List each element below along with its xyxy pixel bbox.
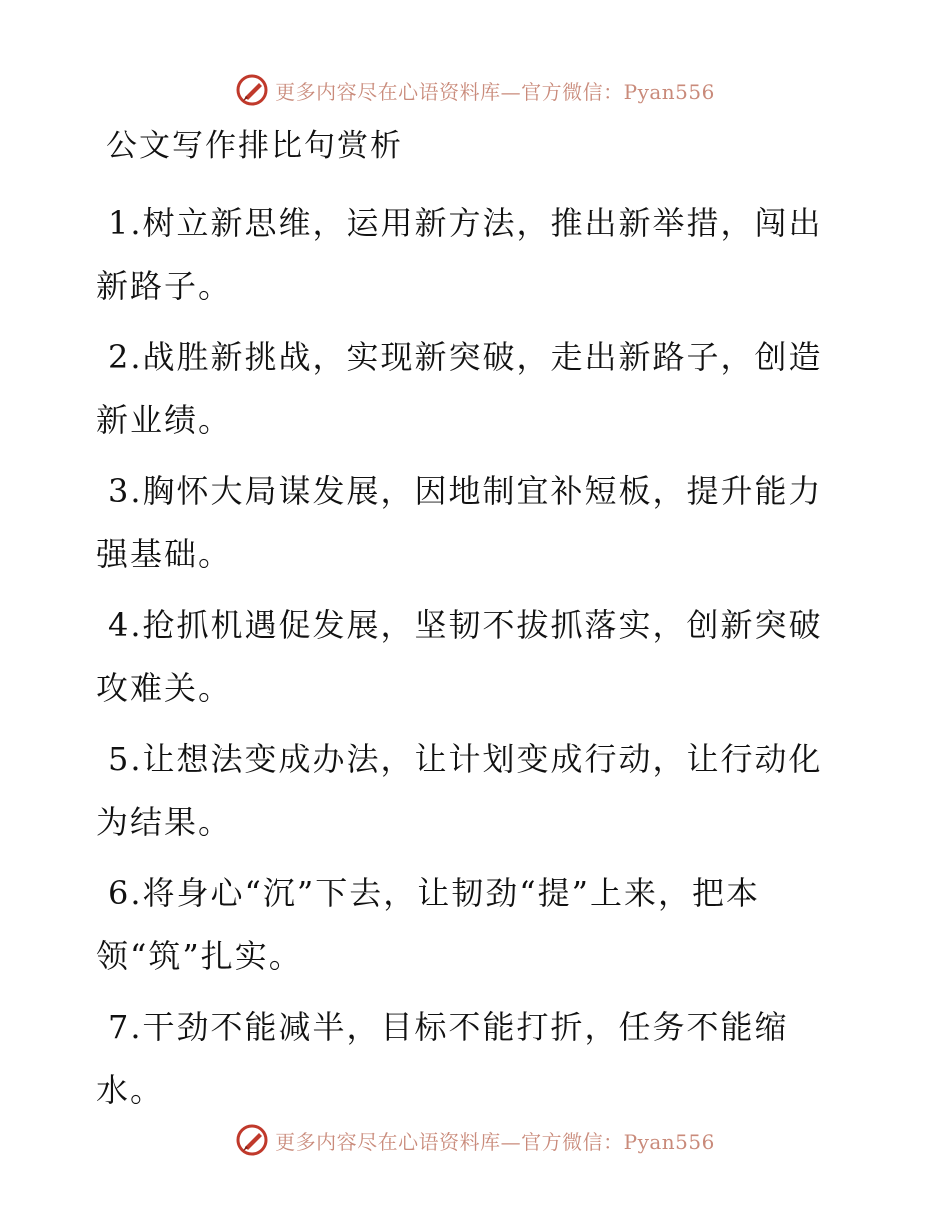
sentence-list (96, 192, 836, 1130)
list-item: 3.胸怀大局谋发展，因地制宜补短板，提升能力强基础。 (96, 472, 823, 573)
watermark-text: 更多内容尽在心语资料库—官方微信：Pyan556 (275, 79, 715, 104)
list-item: 2.战胜新挑战，实现新突破，走出新路子，创造新业绩。 (96, 338, 823, 439)
list-item: 5.让想法变成办法，让计划变成行动，让行动化为结果。 (96, 740, 823, 841)
page-title: 公文写作排比句赏析 (106, 128, 403, 164)
header-watermark (0, 70, 950, 110)
pen-logo-icon (235, 73, 269, 107)
list-item: 1.树立新思维，运用新方法，推出新举措，闯出新路子。 (96, 204, 823, 305)
pen-logo-icon (235, 1123, 269, 1157)
list-item: 6.将身心“沉”下去，让韧劲“提”上来，把本领“筑”扎实。 (96, 874, 760, 975)
footer-watermark (0, 1120, 950, 1160)
list-item: 4.抢抓机遇促发展，坚韧不拔抓落实，创新突破攻难关。 (96, 606, 823, 707)
watermark-text: 更多内容尽在心语资料库—官方微信：Pyan556 (275, 1129, 715, 1154)
list-item: 7.干劲不能减半，目标不能打折，任务不能缩水。 (96, 1008, 789, 1109)
